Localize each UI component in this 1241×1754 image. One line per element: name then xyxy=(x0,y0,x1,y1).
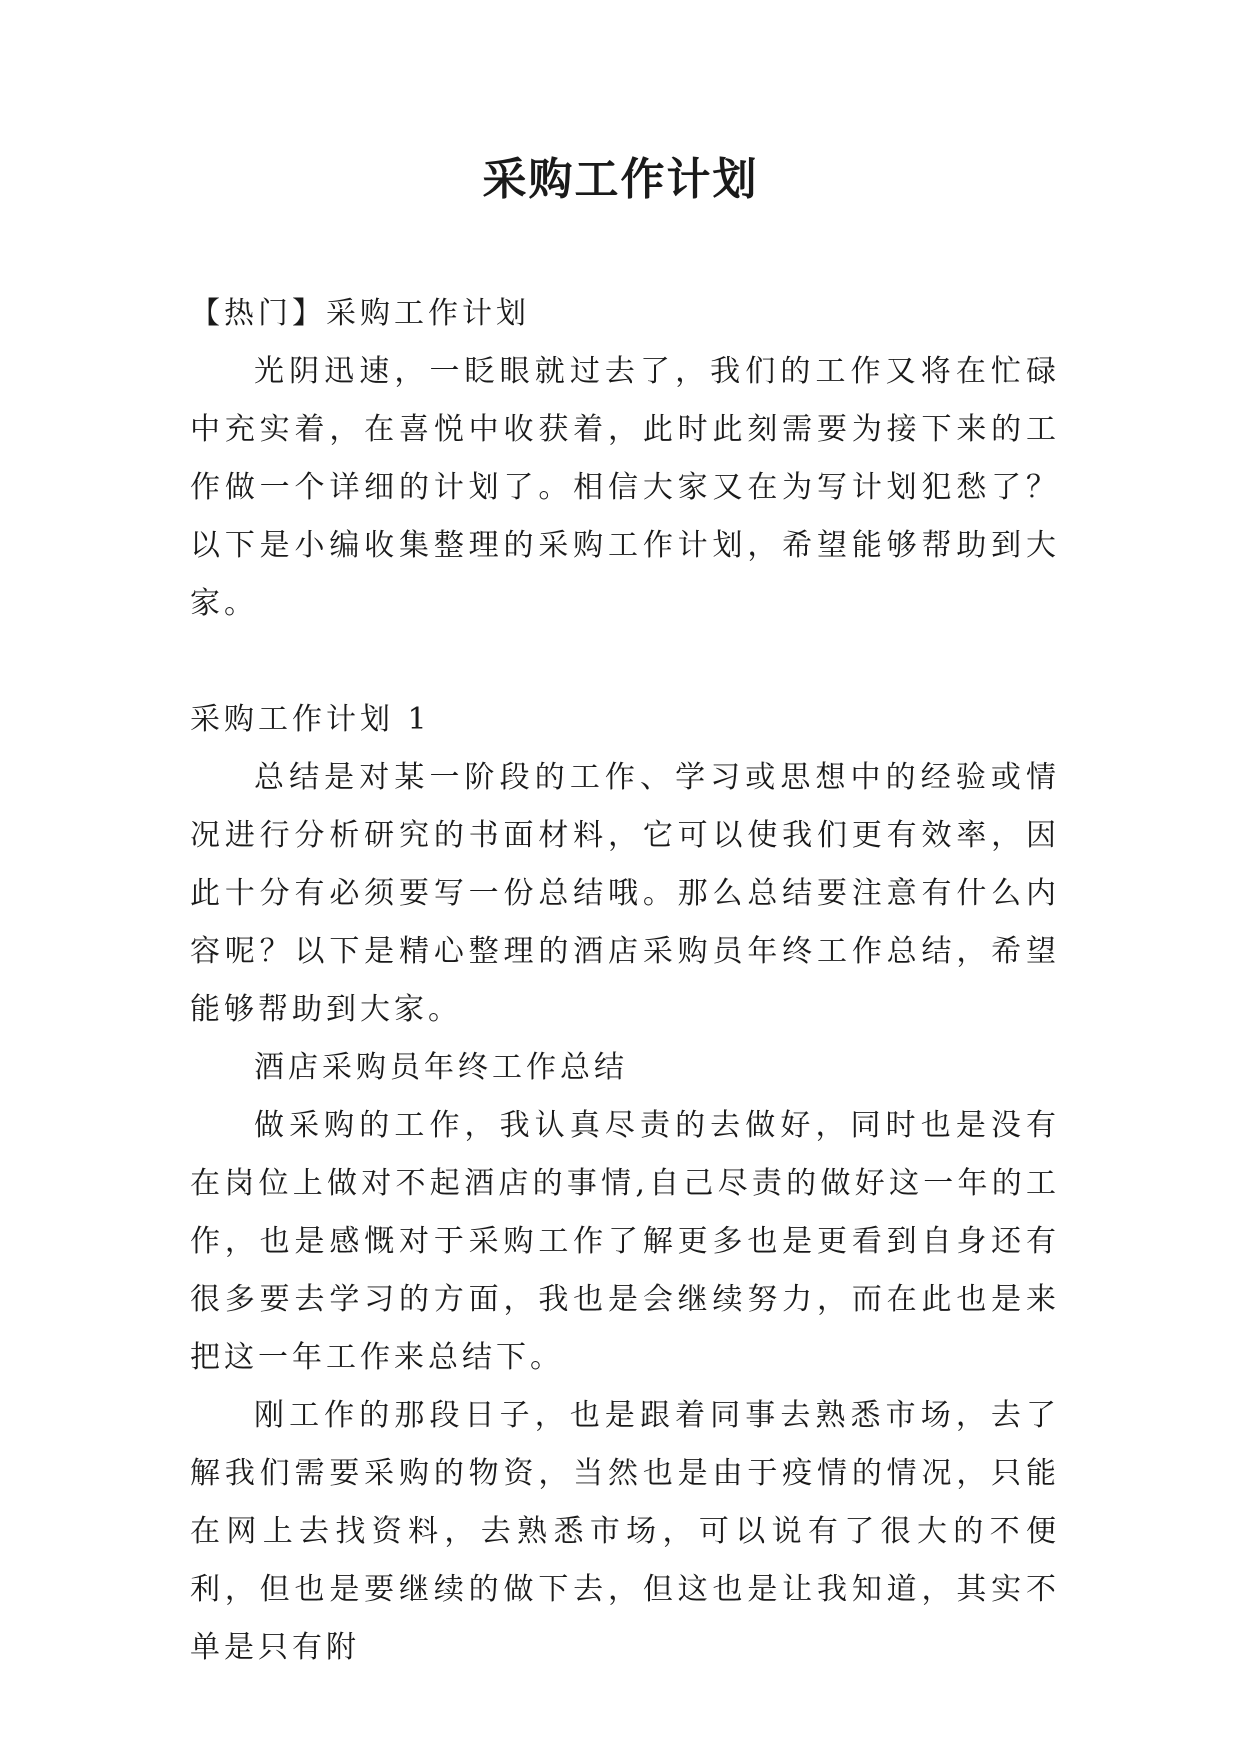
section-paragraph: 总结是对某一阶段的工作、学习或思想中的经验或情况进行分析研究的书面材料，它可以使我们更有效率，因此十分有必须要写一份总结哦。那么总结要注意有什么内容呢？以下是精心整理的酒店采购员年终工作总结，希望能够帮助到大家。 xyxy=(190,760,1060,1027)
subheading: 酒店采购员年终工作总结 xyxy=(254,1050,628,1085)
document-body xyxy=(190,285,1060,1677)
section-paragraph: 做采购的工作，我认真尽责的去做好，同时也是没有在岗位上做对不起酒店的事情,自己尽责的做好这一年的工作，也是感慨对于采购工作了解更多也是更看到自身还有很多要去学习的方面，我也是会继续努力，而在此也是来把这一年工作来总结下。 xyxy=(190,1108,1060,1375)
intro-paragraph: 光阴迅速，一眨眼就过去了，我们的工作又将在忙碌中充实着，在喜悦中收获着，此时此刻需要为接下来的工作做一个详细的计划了。相信大家又在为写计划犯愁了？以下是小编收集整理的采购工作计划，希望能够帮助到大家。 xyxy=(190,354,1060,621)
section-paragraph: 刚工作的那段日子，也是跟着同事去熟悉市场，去了解我们需要采购的物资，当然也是由于疫情的情况，只能在网上去找资料，去熟悉市场，可以说有了很大的不便利，但也是要继续的做下去，但这也是让我知道，其实不单是只有附 xyxy=(190,1398,1060,1665)
section-spacer xyxy=(190,633,1060,691)
intro-heading: 【热门】采购工作计划 xyxy=(190,296,530,331)
section-heading: 采购工作计划 1 xyxy=(190,702,431,737)
page-title: 采购工作计划 xyxy=(482,154,759,205)
